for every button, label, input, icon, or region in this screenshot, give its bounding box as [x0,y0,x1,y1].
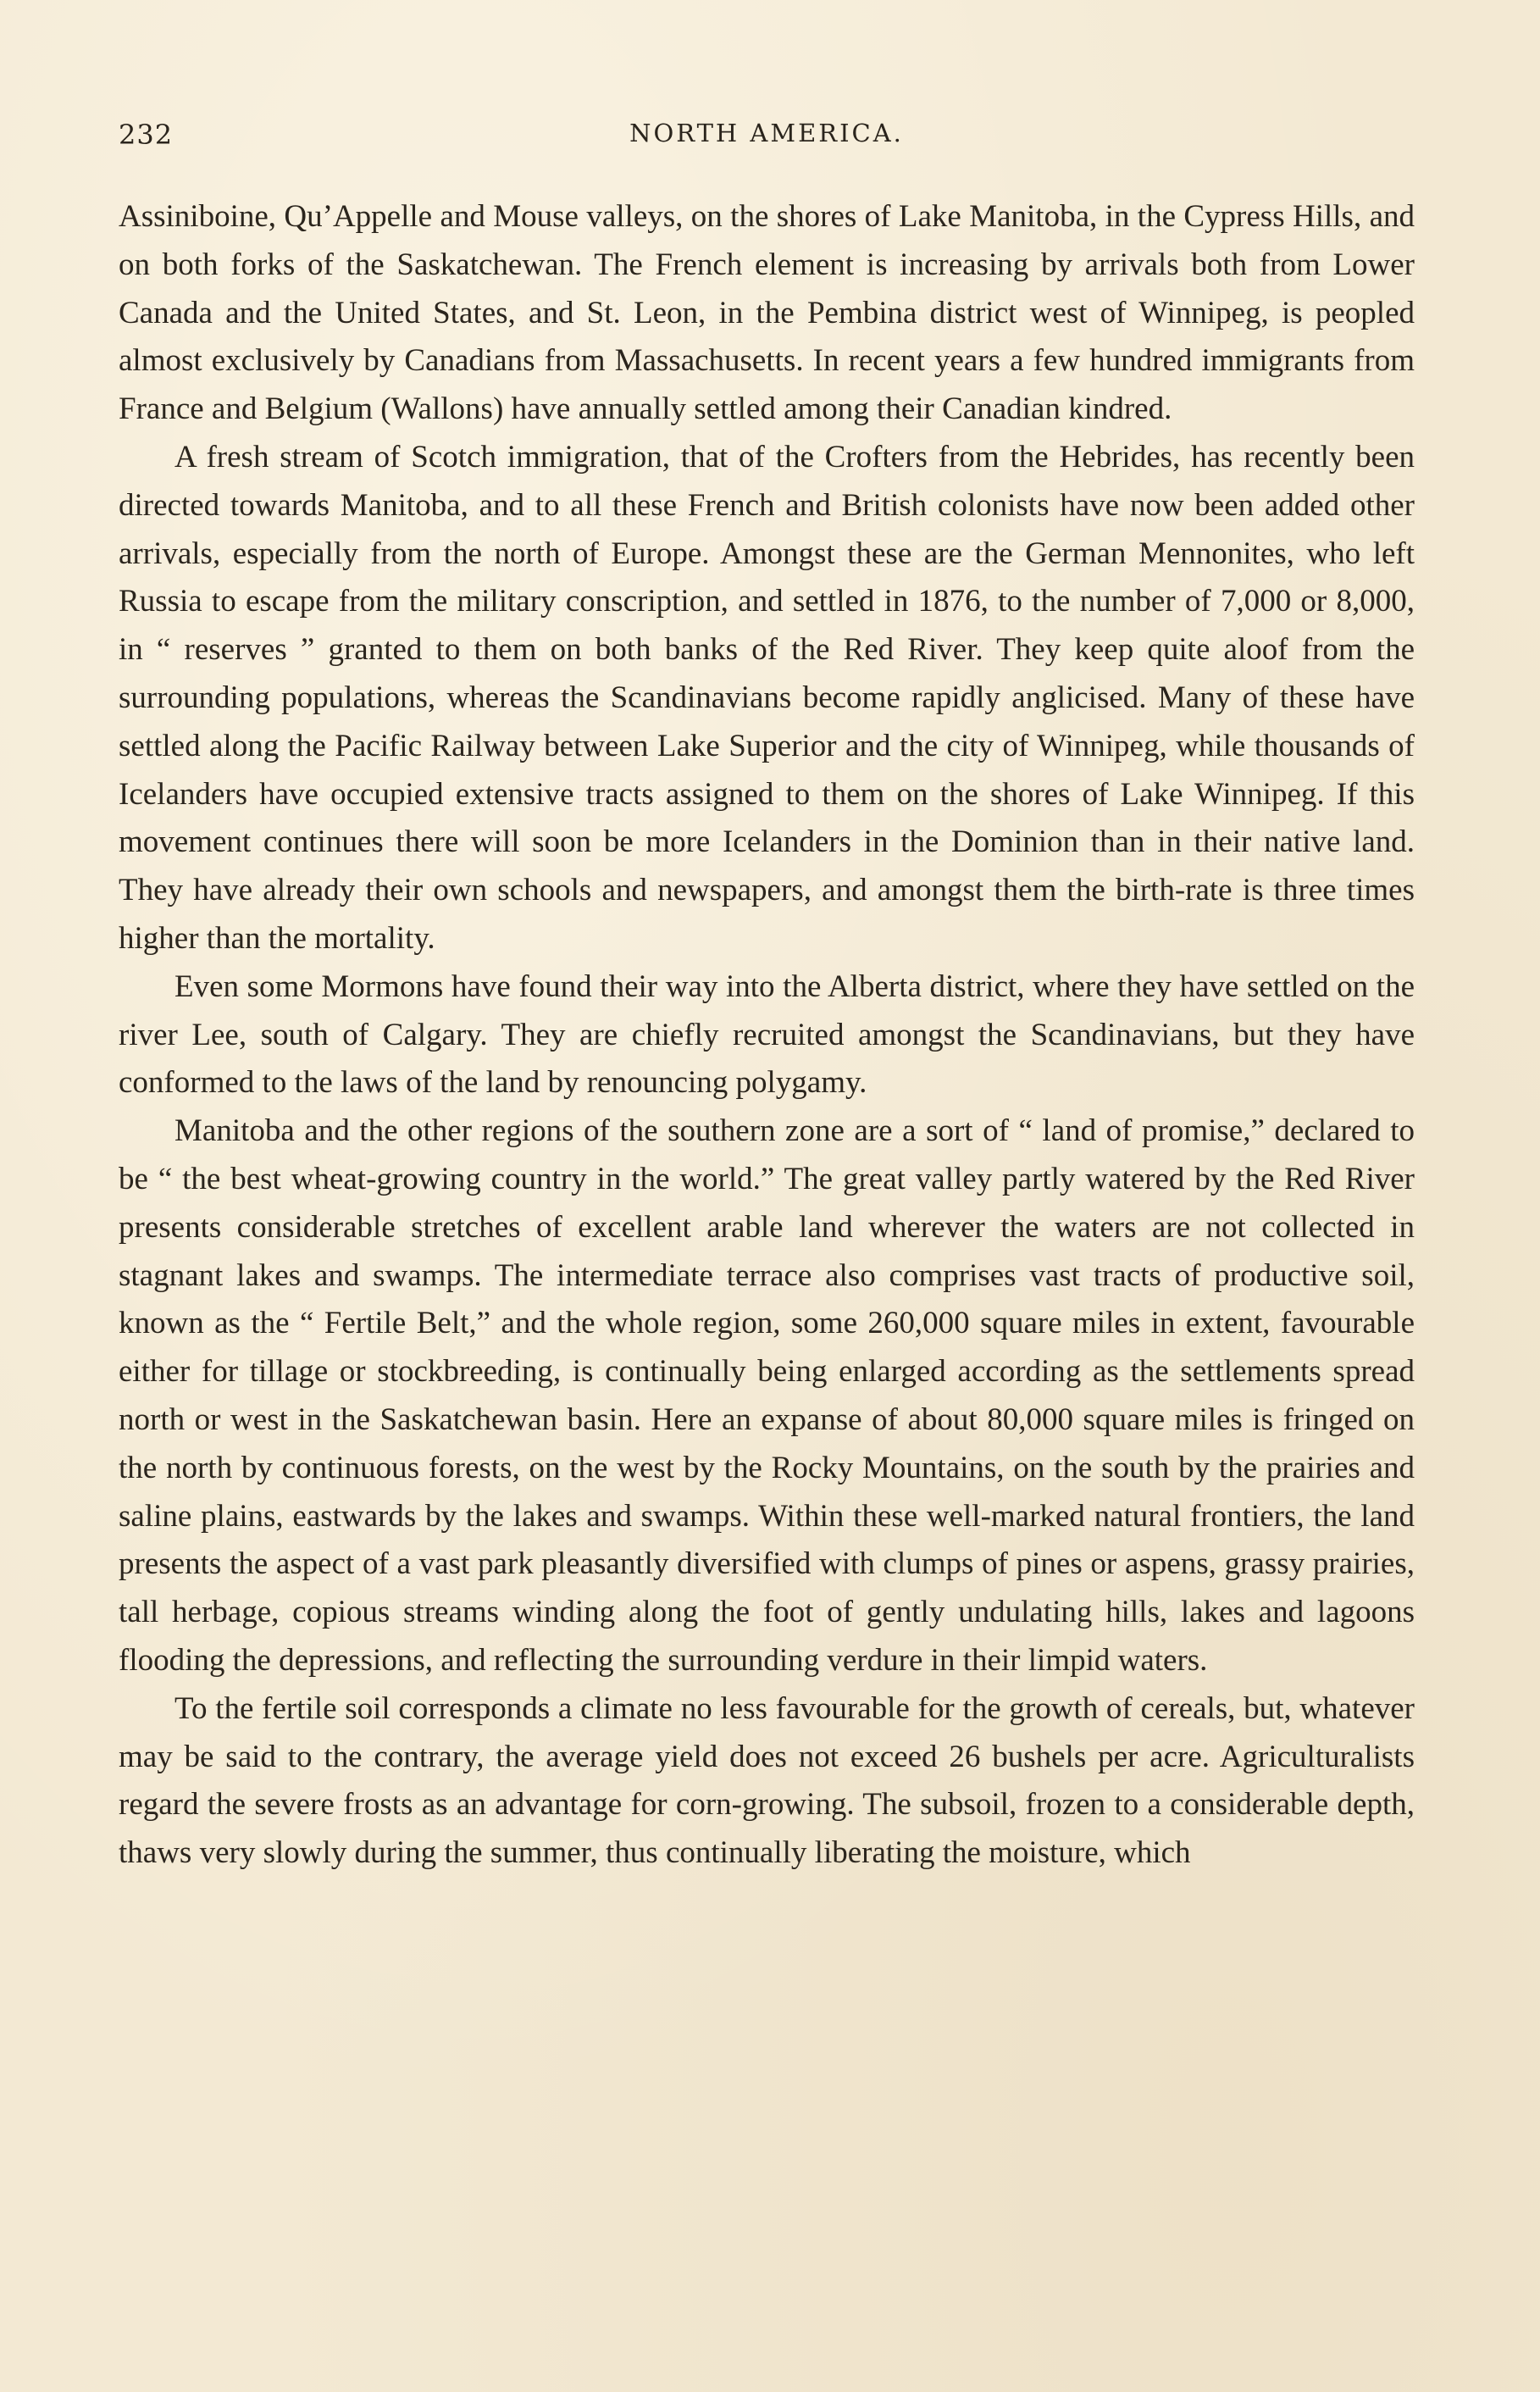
body-text [119,193,1415,1878]
paragraph: A fresh stream of Scotch immigration, that of the Crofters from the Hebrides, has recently been directed towards Manitoba, and to all these French and British colonists have now been added other arrivals, especially from the north of Europe. Amongst these are the German Mennonites, who left Russia to escape from the military conscription, and settled in 1876, to the number of 7,000 or 8,000, in “ reserves ” granted to them on both banks of the Red River. They keep quite aloof from the surrounding populations, whereas the Scandinavians become rapidly anglicised. Many of these have settled along the Pacific Railway between Lake Superior and the city of Winnipeg, while thousands of Icelanders have occupied extensive tracts assigned to them on the shores of Lake Winnipeg. If this movement continues there will soon be more Icelanders in the Dominion than in their native land. They have already their own schools and newspapers, and amongst them the birth-rate is three times higher than the mortality. [119,439,1415,956]
paragraph: Even some Mormons have found their way into the Alberta district, where they have settled on the river Lee, south of Calgary. They are chiefly recruited amongst the Scandinavians, but they have conformed to the laws of the land by renouncing polygamy. [119,968,1415,1101]
paragraph: Assiniboine, Qu’Appelle and Mouse valleys, on the shores of Lake Manitoba, in the Cypress Hills, and on both forks of the Saskatchewan. The French element is increasing by arrivals both from Lower Canada and the United States, and St. Leon, in the Pembina district west of Winnipeg, is peopled almost exclusively by Canadians from Massachusetts. In recent years a few hundred immigrants from France and Belgium (Wallons) have annually settled among their Canadian kindred. [119,199,1415,427]
running-head: NORTH AMERICA. [629,119,904,147]
paragraph: Manitoba and the other regions of the southern zone are a sort of “ land of promise,” declared to be “ the best wheat-growing country in the world.” The great valley partly watered by the Red River presents considerable stretches of excellent arable land wherever the waters are not collected in stagnant lakes and swamps. The intermediate terrace also comprises vast tracts of productive soil, known as the “ Fertile Belt,” and the whole region, some 260,000 square miles in extent, favourable either for tillage or stockbreeding, is continually being enlarged according as the settlements spread north or west in the Saskatchewan basin. Here an expanse of about 80,000 square miles is fringed on the north by continuous forests, on the west by the Rocky Mountains, on the south by the prairies and saline plains, eastwards by the lakes and swamps. Within these well-marked natural frontiers, the land presents the aspect of a vast park pleasantly diversified with clumps of pines or aspens, grassy prairies, tall herbage, copious streams winding along the foot of gently undulating hills, lakes and lagoons flooding the depressions, and reflecting the surrounding verdure in their limpid waters. [119,1113,1415,1678]
page-header [119,119,1415,161]
paragraph: To the fertile soil corresponds a climate no less favourable for the growth of cereals, but, whatever may be said to the contrary, the average yield does not exceed 26 bushels per acre. Agriculturalists regard the severe frosts as an advantage for corn-growing. The subsoil, frozen to a considerable depth, thaws very slowly during the summer, thus continually liberating the moisture, which [119,1690,1415,1871]
page-number: 232 [119,119,174,151]
